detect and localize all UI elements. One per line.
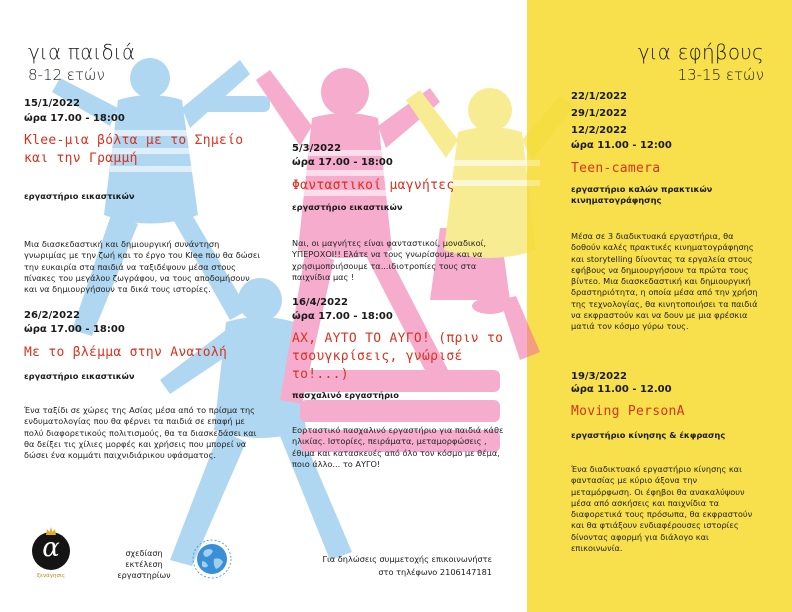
- workshop-description: Ναι, οι μαγνήτες είναι φανταστικοί, μοναδικοί, ΥΠΕΡΟΧΟΙ!! Ελάτε να τους γνωρίσουμε και να χρησιμοποιήσουμε τα...ιδιοτροπίες τους στα παιχνίδια μας !: [292, 238, 486, 282]
- workshop-time: ώρα 17.00 - 18:00: [292, 157, 393, 168]
- credits-line: εκτέλεση: [125, 560, 163, 569]
- workshop-date: 15/1/2022: [24, 98, 81, 109]
- kids-age-range: 8-12 ετών: [28, 66, 105, 84]
- credits-line: σχεδίαση: [125, 549, 163, 558]
- workshop-type: εργαστήριο εικαστικών: [24, 371, 135, 381]
- workshop-time: ώρα 17.00 - 18:00: [24, 113, 125, 124]
- workshop-time: ώρα 11.00 - 12:00: [571, 140, 672, 151]
- workshop-time: ώρα 11.00 - 12.00: [571, 384, 672, 395]
- workshop-time: ώρα 17.00 - 18:00: [292, 311, 393, 322]
- workshop-description: Μέσα σε 3 διαδικτυακά εργαστήρια, θα δοθούν καλές πρακτικές κινηματογράφησης και storytelling δίνοντας τα εργαλεία στους εφήβους να δημιουργήσουν τα πρώτα τους βίντεο. Μια διασκεδαστική και δημιουργική δραστηριότητα, η οποία μέσα από την χρήση της τεχνολογίας, θα κινητοποιήσει τα παιδιά να εκφραστούν και να δουν με μια φρέσκια ματιά τον κόσμο γύρω τους.: [571, 231, 758, 332]
- workshop-description: Εορταστικό πασχαλινό εργαστήριο για παιδιά κάθε ηλικίας. Ιστορίες, πειράματα, μεταμορφώσεις , έθιμα και κατασκευές από όλο τον κόσμο με θέμα, ποιο άλλο... το ΑΥΓΟ!: [292, 425, 504, 469]
- contact-phone: στο τηλέφωνο 2106147181: [378, 566, 492, 577]
- contact-line: Για δηλώσεις συμμετοχής επικοινωνήστε: [322, 554, 492, 564]
- workshop-type: εργαστήριο εικαστικών: [24, 191, 135, 201]
- workshop-type: πασχαλινό εργαστήριο: [292, 390, 399, 400]
- teens-heading: για εφήβους: [637, 40, 764, 64]
- workshop-title: Teen-camera: [571, 161, 661, 176]
- workshop-title: ΑΧ, ΑΥΤΟ ΤΟ ΑΥΓΟ! (πριν το τσουγκρίσεις, γνώρισέ το!...): [292, 331, 504, 382]
- workshop-title: Moving PersonA: [571, 404, 685, 419]
- workshop-type: εργαστήριο κίνησης & έκφρασης: [571, 430, 726, 440]
- credits-block: [104, 548, 184, 581]
- workshop-description: Ένα διαδικτυακό εργαστήριο κίνησης και φαντασίας με κύριο άξονα την μεταμόρφωση. Οι έφηβοι θα ανακαλύψουν μέσα από ασκήσεις και παιχνίδια τα διαφορετικά τους πρόσωπα, θα εκφραστούν και θα φτιάξουν ενδιαφέρουσες ιστορίες δίνοντας αφορμή για διάλογο και επικοινωνία.: [571, 464, 753, 554]
- organizer-logo: [32, 532, 70, 570]
- logo-caption: ξενάγησις: [36, 573, 66, 579]
- workshop-type: εργαστήριο καλών πρακτικών κινηματογράφησης: [571, 184, 713, 205]
- workshop-date: 19/3/2022: [571, 371, 628, 382]
- workshop-date: 26/2/2022: [24, 310, 81, 321]
- workshop-description: Μια διασκεδαστική και δημιουργική συνάντηση γνωριμίας με την ζωή και το έργο του Klee που θα δώσει την ευκαιρία στα παιδιά να ταξιδέψουν μέσα στους πίνακες του μεγάλου ζωγράφου, να τους αποδομήσουν και να δημιουργήσουν τα δικά τους ιστορίες.: [24, 239, 261, 295]
- workshop-date: 5/3/2022: [292, 143, 342, 154]
- workshop-date: 16/4/2022: [292, 297, 349, 308]
- workshop-time: ώρα 17.00 - 18:00: [24, 324, 125, 335]
- logo-letter: α: [42, 533, 60, 563]
- teens-age-range: 13-15 ετών: [677, 66, 764, 84]
- workshop-description: Ένα ταξίδι σε χώρες της Ασίας μέσα από το πρίσμα της ενδυματολογίας που θα φέρνει τα παιδιά σε επαφή με πολύ διαφορετικούς πολιτισμούς, θα τα διασκεδάσει και θα δείξει τις χίλιες μορφές και χρήσεις που μπορεί να δώσει ένα κομμάτι παιχνιδιάρικου υφάσματος.: [24, 405, 257, 461]
- contact-info: [300, 553, 492, 578]
- workshop-title: Με το βλέμμα στην Ανατολή: [24, 345, 228, 360]
- workshop-title: Klee-μια βόλτα με το Σημείο και την Γραμμή: [24, 133, 244, 166]
- workshop-type: εργαστήριο εικαστικών: [292, 202, 403, 212]
- workshop-date: 29/1/2022: [571, 108, 628, 119]
- kids-heading: για παιδιά: [28, 40, 136, 64]
- workshop-date: 22/1/2022: [571, 91, 628, 102]
- workshop-title: Φανταστικοί μαγνήτες: [292, 178, 455, 193]
- workshop-date: 12/2/2022: [571, 125, 628, 136]
- globe-icon: [190, 537, 234, 581]
- credits-line: εργαστηρίων: [117, 571, 171, 580]
